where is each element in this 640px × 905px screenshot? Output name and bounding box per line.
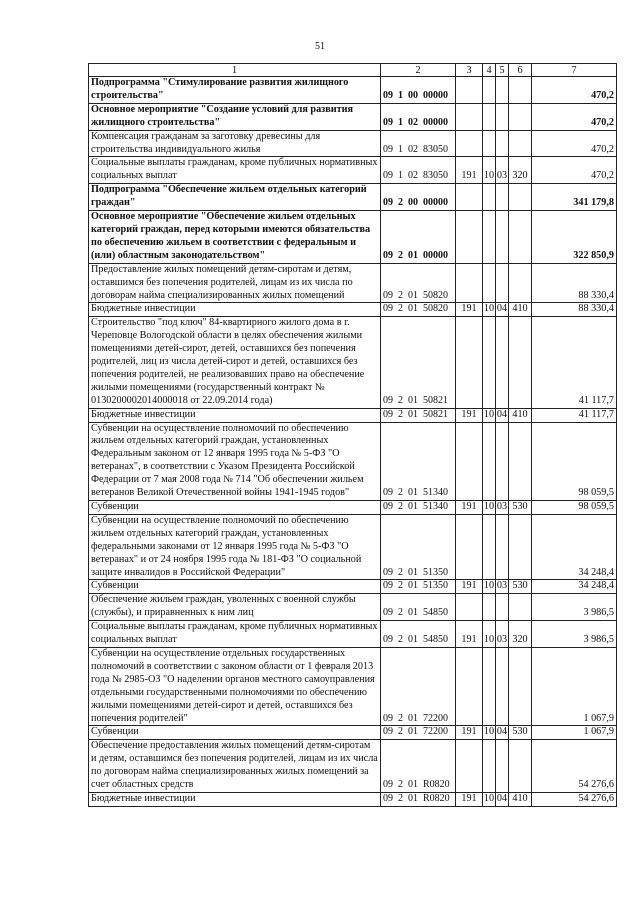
table-row bbox=[89, 621, 617, 648]
row-col5 bbox=[496, 317, 509, 408]
table-row bbox=[89, 211, 617, 264]
row-col6 bbox=[509, 77, 532, 104]
row-code: 09 2 01 50821 bbox=[381, 408, 456, 422]
row-description: Субвенции на осуществление полномочий по обеспечению жильем отдельных категорий граждан, установленных федеральными законами от 12 января 1995 года № 5-ФЗ "О ветеранах" и от 24 ноября 1995 года № 181-ФЗ "О социальной защите инвалидов в Российской Федерации" bbox=[89, 514, 381, 580]
row-description: Бюджетные инвестиции bbox=[89, 792, 381, 806]
row-col4: 10 bbox=[483, 580, 496, 594]
row-col4: 10 bbox=[483, 157, 496, 184]
header-col-2: 2 bbox=[381, 64, 456, 77]
row-col3 bbox=[456, 514, 483, 580]
row-col4 bbox=[483, 740, 496, 793]
row-code: 09 1 02 00000 bbox=[381, 103, 456, 130]
row-amount: 470,2 bbox=[532, 77, 617, 104]
row-col3 bbox=[456, 422, 483, 500]
row-description: Компенсация гражданам за заготовку древесины для строительства индивидуального жилья bbox=[89, 130, 381, 157]
row-code: 09 2 01 00000 bbox=[381, 211, 456, 264]
row-col3 bbox=[456, 740, 483, 793]
row-description: Предоставление жилых помещений детям-сиротам и детям, оставшимся без попечения родителей, лицам из их числа по договорам найма специализированных жилых помещений bbox=[89, 263, 381, 303]
row-code: 09 1 02 83050 bbox=[381, 157, 456, 184]
table-row bbox=[89, 514, 617, 580]
row-col4 bbox=[483, 77, 496, 104]
row-code: 09 2 00 00000 bbox=[381, 184, 456, 211]
row-description: Строительство "под ключ" 84-квартирного жилого дома в г. Череповце Вологодской области в целях обеспечения жилыми помещениями детей-сирот, детей, оставшихся без попечения родителей, лиц из числа детей-сирот и детей, оставшихся без попечения родителей, не реализовавших право на обеспечение жилыми помещениями (государственный контракт № 0130200002014000018 от 22.09.2014 года) bbox=[89, 317, 381, 408]
row-col5: 04 bbox=[496, 408, 509, 422]
row-col6 bbox=[509, 647, 532, 725]
row-col3: 191 bbox=[456, 792, 483, 806]
row-code: 09 1 02 83050 bbox=[381, 130, 456, 157]
row-col5 bbox=[496, 263, 509, 303]
row-col5 bbox=[496, 514, 509, 580]
header-col-7: 7 bbox=[532, 64, 617, 77]
row-amount: 88 330,4 bbox=[532, 263, 617, 303]
row-amount: 34 248,4 bbox=[532, 580, 617, 594]
header-col-6: 6 bbox=[509, 64, 532, 77]
header-col-5: 5 bbox=[496, 64, 509, 77]
row-col4: 10 bbox=[483, 408, 496, 422]
header-col-4: 4 bbox=[483, 64, 496, 77]
budget-table bbox=[88, 63, 617, 807]
table-row bbox=[89, 740, 617, 793]
table-row bbox=[89, 580, 617, 594]
row-description: Подпрограмма "Стимулирование развития жилищного строительства" bbox=[89, 77, 381, 104]
table-row bbox=[89, 594, 617, 621]
row-amount: 34 248,4 bbox=[532, 514, 617, 580]
row-col3 bbox=[456, 317, 483, 408]
row-description: Субвенции bbox=[89, 501, 381, 515]
row-col6 bbox=[509, 317, 532, 408]
row-col6 bbox=[509, 740, 532, 793]
row-col5 bbox=[496, 647, 509, 725]
row-amount: 322 850,9 bbox=[532, 211, 617, 264]
table-row bbox=[89, 184, 617, 211]
row-amount: 54 276,6 bbox=[532, 740, 617, 793]
row-description: Обеспечение жильем граждан, уволенных с военной службы (службы), и приравненных к ним лиц bbox=[89, 594, 381, 621]
row-col4: 10 bbox=[483, 621, 496, 648]
row-col4 bbox=[483, 317, 496, 408]
row-code: 09 2 01 54850 bbox=[381, 594, 456, 621]
row-col6 bbox=[509, 594, 532, 621]
row-code: 09 2 01 51340 bbox=[381, 501, 456, 515]
row-code: 09 2 01 50820 bbox=[381, 263, 456, 303]
row-description: Основное мероприятие "Создание условий для развития жилищного строительства" bbox=[89, 103, 381, 130]
row-col4: 10 bbox=[483, 501, 496, 515]
row-amount: 98 059,5 bbox=[532, 501, 617, 515]
table-row bbox=[89, 303, 617, 317]
header-col-3: 3 bbox=[456, 64, 483, 77]
table-row bbox=[89, 647, 617, 725]
row-col4 bbox=[483, 422, 496, 500]
row-col5 bbox=[496, 184, 509, 211]
row-col4: 10 bbox=[483, 726, 496, 740]
row-col6 bbox=[509, 263, 532, 303]
table-row bbox=[89, 317, 617, 408]
row-col4 bbox=[483, 184, 496, 211]
row-col6: 530 bbox=[509, 726, 532, 740]
row-col5: 03 bbox=[496, 621, 509, 648]
row-code: 09 2 01 50821 bbox=[381, 317, 456, 408]
row-col5: 03 bbox=[496, 580, 509, 594]
row-col4 bbox=[483, 130, 496, 157]
row-code: 09 2 01 51350 bbox=[381, 580, 456, 594]
row-col5 bbox=[496, 77, 509, 104]
row-col6 bbox=[509, 514, 532, 580]
row-description: Подпрограмма "Обеспечение жильем отдельных категорий граждан" bbox=[89, 184, 381, 211]
header-col-1: 1 bbox=[89, 64, 381, 77]
row-col3 bbox=[456, 130, 483, 157]
row-col4 bbox=[483, 594, 496, 621]
row-description: Социальные выплаты гражданам, кроме публичных нормативных социальных выплат bbox=[89, 157, 381, 184]
table-row bbox=[89, 792, 617, 806]
row-col6: 410 bbox=[509, 792, 532, 806]
row-col3 bbox=[456, 184, 483, 211]
row-col5: 03 bbox=[496, 157, 509, 184]
page-number: 51 bbox=[315, 41, 325, 52]
table-row bbox=[89, 77, 617, 104]
row-col6: 530 bbox=[509, 580, 532, 594]
row-amount: 3 986,5 bbox=[532, 594, 617, 621]
row-code: 09 2 01 54850 bbox=[381, 621, 456, 648]
row-amount: 341 179,8 bbox=[532, 184, 617, 211]
row-col5 bbox=[496, 740, 509, 793]
row-col6: 410 bbox=[509, 408, 532, 422]
row-amount: 3 986,5 bbox=[532, 621, 617, 648]
row-description: Субвенции на осуществление отдельных государственных полномочий в соответствии с законом области от 1 февраля 2013 года № 2985-ОЗ "О наделении органов местного самоуправления отдельными государственными полномочиями по обеспечению жилыми помещениями детей-сирот и детей, оставшихся без попечения родителей" bbox=[89, 647, 381, 725]
row-code: 09 2 01 R0820 bbox=[381, 792, 456, 806]
row-col4 bbox=[483, 514, 496, 580]
row-col4: 10 bbox=[483, 792, 496, 806]
row-amount: 54 276,6 bbox=[532, 792, 617, 806]
row-amount: 41 117,7 bbox=[532, 408, 617, 422]
row-col6 bbox=[509, 211, 532, 264]
row-amount: 470,2 bbox=[532, 130, 617, 157]
row-code: 09 2 01 50820 bbox=[381, 303, 456, 317]
row-col5: 03 bbox=[496, 501, 509, 515]
table-row bbox=[89, 501, 617, 515]
row-col3 bbox=[456, 211, 483, 264]
row-col5 bbox=[496, 422, 509, 500]
row-description: Субвенции на осуществление полномочий по обеспечению жильем отдельных категорий граждан, установленных Федеральным законом от 12 января 1995 года № 5-ФЗ "О ветеранах", в соответствии с Указом Президента Российской Федерации от 7 мая 2008 года № 714 "Об обеспечении жильем ветеранов Великой Отечественной войны 1941-1945 годов" bbox=[89, 422, 381, 500]
row-description: Бюджетные инвестиции bbox=[89, 303, 381, 317]
row-col6 bbox=[509, 422, 532, 500]
row-col5 bbox=[496, 211, 509, 264]
row-code: 09 2 01 51340 bbox=[381, 422, 456, 500]
row-amount: 470,2 bbox=[532, 103, 617, 130]
row-description: Бюджетные инвестиции bbox=[89, 408, 381, 422]
row-col3: 191 bbox=[456, 621, 483, 648]
row-code: 09 2 01 72200 bbox=[381, 647, 456, 725]
row-col5 bbox=[496, 594, 509, 621]
row-col3 bbox=[456, 594, 483, 621]
row-col5: 04 bbox=[496, 726, 509, 740]
row-col6: 410 bbox=[509, 303, 532, 317]
row-col3 bbox=[456, 103, 483, 130]
row-col5: 04 bbox=[496, 303, 509, 317]
row-description: Субвенции bbox=[89, 580, 381, 594]
row-amount: 1 067,9 bbox=[532, 647, 617, 725]
row-col6: 530 bbox=[509, 501, 532, 515]
table-row bbox=[89, 263, 617, 303]
table-row bbox=[89, 422, 617, 500]
row-col5 bbox=[496, 103, 509, 130]
row-col6 bbox=[509, 103, 532, 130]
row-col4 bbox=[483, 103, 496, 130]
row-amount: 98 059,5 bbox=[532, 422, 617, 500]
table-row bbox=[89, 157, 617, 184]
row-col3: 191 bbox=[456, 580, 483, 594]
table-row bbox=[89, 103, 617, 130]
table-row bbox=[89, 130, 617, 157]
header-row bbox=[89, 64, 617, 77]
row-col6 bbox=[509, 184, 532, 211]
row-code: 09 2 01 51350 bbox=[381, 514, 456, 580]
row-description: Основное мероприятие "Обеспечение жильем отдельных категорий граждан, перед которыми имеются обязательства по обеспечению жильем в соответствии с федеральным и (или) областным законодательством" bbox=[89, 211, 381, 264]
row-col5 bbox=[496, 130, 509, 157]
row-col5: 04 bbox=[496, 792, 509, 806]
row-description: Обеспечение предоставления жилых помещений детям-сиротам и детям, оставшимся без попечения родителей, лицам из их числа по договорам найма специализированных жилых помещений за счет областных средств bbox=[89, 740, 381, 793]
row-amount: 88 330,4 bbox=[532, 303, 617, 317]
row-col3 bbox=[456, 77, 483, 104]
row-col4 bbox=[483, 647, 496, 725]
row-col4 bbox=[483, 211, 496, 264]
row-col3: 191 bbox=[456, 408, 483, 422]
row-col4: 10 bbox=[483, 303, 496, 317]
row-description: Субвенции bbox=[89, 726, 381, 740]
row-col3: 191 bbox=[456, 501, 483, 515]
row-col3: 191 bbox=[456, 303, 483, 317]
row-col3: 191 bbox=[456, 726, 483, 740]
row-col6: 320 bbox=[509, 621, 532, 648]
row-amount: 41 117,7 bbox=[532, 317, 617, 408]
row-code: 09 1 00 00000 bbox=[381, 77, 456, 104]
row-amount: 470,2 bbox=[532, 157, 617, 184]
row-col6: 320 bbox=[509, 157, 532, 184]
row-code: 09 2 01 R0820 bbox=[381, 740, 456, 793]
row-description: Социальные выплаты гражданам, кроме публичных нормативных социальных выплат bbox=[89, 621, 381, 648]
row-col6 bbox=[509, 130, 532, 157]
row-code: 09 2 01 72200 bbox=[381, 726, 456, 740]
table-row bbox=[89, 408, 617, 422]
row-col3 bbox=[456, 263, 483, 303]
table-row bbox=[89, 726, 617, 740]
row-col3 bbox=[456, 647, 483, 725]
row-col4 bbox=[483, 263, 496, 303]
row-col3: 191 bbox=[456, 157, 483, 184]
row-amount: 1 067,9 bbox=[532, 726, 617, 740]
